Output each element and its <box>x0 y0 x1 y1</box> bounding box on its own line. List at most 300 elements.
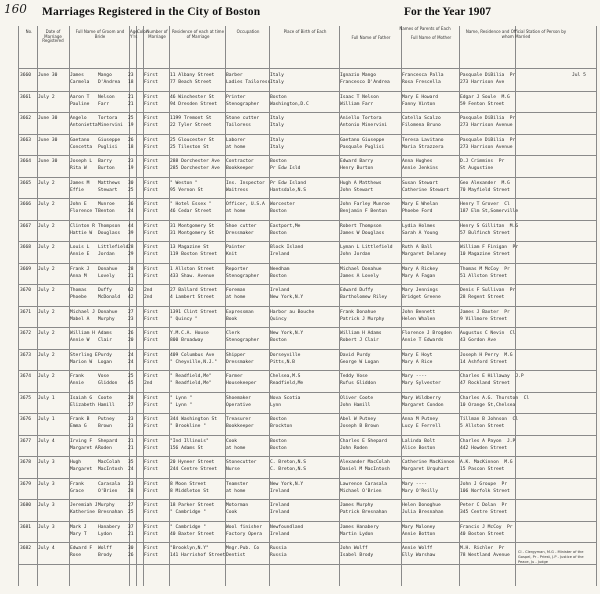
bride-marriage-number: First <box>144 531 158 537</box>
bride-given-name: Annie E <box>70 252 90 257</box>
bride-father: Patrick J Murphy <box>340 316 385 322</box>
groom-given-name: Frank J <box>70 266 90 272</box>
bride-surname: Burton <box>98 166 115 171</box>
groom-given-name: Joseph L <box>70 159 93 164</box>
bride-marriage-number: First <box>144 209 158 214</box>
bride-birthplace: Ireland <box>270 510 290 515</box>
bride-mother: Annie Jenkins <box>402 166 438 171</box>
bride-surname: Douglass <box>98 230 121 236</box>
groom-occupation: Treasurer <box>226 417 251 422</box>
groom-marriage-number: First <box>144 331 158 336</box>
groom-marriage-number: First <box>144 223 158 229</box>
officiant-residence: St Augustine <box>460 166 494 171</box>
groom-occupation: Officer, U.S.A <box>226 202 265 207</box>
groom-birthplace: New York,N.Y <box>270 481 304 487</box>
groom-residence: 25 Gloucester St <box>170 137 215 143</box>
entry-number: 3671 <box>20 309 32 315</box>
officiant-residence: 14 Ashford Street <box>460 359 508 365</box>
officiant-name: Pasquale DiBilia Pr <box>460 137 516 143</box>
groom-occupation: Wool finisher <box>226 524 262 530</box>
groom-surname: Wolff <box>98 546 112 551</box>
bride-birthplace: Russia <box>270 553 287 558</box>
entry-number: 3667 <box>20 223 32 229</box>
bride-surname: Puglisi <box>98 144 118 150</box>
row-rule <box>18 198 596 199</box>
bride-residence: 40 Baxter Street <box>170 531 215 537</box>
bride-occupation: Stenographer <box>226 338 260 343</box>
groom-birthplace: Ireland <box>270 288 290 293</box>
groom-father: Gaetano Giuseppe <box>340 137 385 143</box>
bride-occupation: Bookkeeper <box>226 166 254 171</box>
bride-father: John Hamill <box>340 402 371 408</box>
groom-age: 21 <box>128 438 134 444</box>
bride-residence: 4 Lambert Street <box>170 295 215 300</box>
officiant-residence: 57 Bulfinch Street <box>460 230 510 236</box>
groom-age: 44 <box>128 223 134 229</box>
marriage-date: June 30 <box>38 137 58 143</box>
bride-father: George W Logan <box>340 359 379 365</box>
header-names: Full Name of Groom and Bride <box>75 29 125 39</box>
groom-surname: Donahue <box>98 309 118 315</box>
bride-surname: Benton <box>98 209 115 214</box>
groom-surname: Tortora <box>98 116 118 121</box>
bride-surname: Lydon <box>98 531 112 537</box>
marriage-date: July 3 <box>38 481 55 487</box>
bride-surname: Brody <box>98 553 112 558</box>
officiant-residence: 187 Elm St,Somerville <box>460 209 519 214</box>
row-rule <box>18 91 596 92</box>
groom-father: Frank Donahue <box>340 309 376 315</box>
bride-mother: Mary A Rice <box>402 359 433 365</box>
entry-number: 3670 <box>20 288 32 293</box>
bride-age: 19 <box>128 166 134 171</box>
bride-age: 21 <box>128 531 134 537</box>
row-rule <box>18 435 596 436</box>
bride-age: 28 <box>128 488 134 494</box>
officiant-residence: 345 Centre Street <box>460 510 508 515</box>
bride-residence: " Quincy " <box>170 316 198 322</box>
marriage-date: July 2 <box>38 223 55 229</box>
groom-age: 24 <box>128 352 134 358</box>
groom-age: 28 <box>128 266 134 272</box>
bride-birthplace: Italy <box>270 123 284 128</box>
bride-birthplace: New York,N.Y <box>270 295 304 300</box>
groom-residence: " Cambridge " <box>170 524 206 530</box>
officiant-residence: 10 Orange St,Chelsea <box>460 402 516 408</box>
bride-occupation: Ladies Tailoress <box>226 80 271 85</box>
bride-father: William Farr <box>340 101 374 107</box>
bride-surname: Bresnahan <box>98 510 123 515</box>
groom-residence: 409 Columbus Ave <box>170 352 215 358</box>
row-rule <box>18 263 596 264</box>
groom-father: Ignazio Mango <box>340 73 376 78</box>
bride-birthplace: Italy <box>270 80 284 85</box>
groom-marriage-number: First <box>144 438 158 444</box>
officiant-residence: 70 Mayfield Street <box>460 187 510 193</box>
bride-birthplace: Ireland <box>270 531 290 537</box>
groom-mother: Mary Maloney <box>402 524 436 530</box>
bride-age: 21 <box>128 273 134 279</box>
groom-marriage-number: First <box>144 73 158 78</box>
bride-given-name: Antonietta <box>70 123 98 128</box>
bride-surname: Lovely <box>98 273 115 279</box>
groom-surname: Duffy <box>98 288 112 293</box>
marriage-date: July 1 <box>38 395 55 401</box>
row-rule <box>18 521 596 522</box>
bride-father: Rufus Gliddon <box>340 381 376 386</box>
groom-surname: Donahue <box>98 266 118 272</box>
groom-surname: Adams <box>98 331 112 336</box>
officiant-name: John J Groupe Pr <box>460 481 508 487</box>
groom-marriage-number: First <box>144 460 158 465</box>
groom-birthplace: Needham <box>270 266 290 272</box>
bride-marriage-number: First <box>144 80 158 85</box>
bride-occupation: Knit <box>226 252 238 257</box>
entry-number: 3662 <box>20 116 32 121</box>
groom-marriage-number: First <box>144 202 158 207</box>
groom-birthplace: Pr Edw Island <box>270 180 306 186</box>
groom-given-name: Irving F <box>70 438 93 444</box>
bride-mother: Rosa Frescella <box>402 80 441 85</box>
bride-occupation: Operative <box>226 402 251 408</box>
groom-surname: Nelson <box>98 94 115 100</box>
bride-surname: Minervini <box>98 123 123 128</box>
bride-father: John Roden <box>340 445 368 451</box>
header-date: Date of Marriage Registered <box>42 29 64 44</box>
groom-birthplace: Boston <box>270 94 287 100</box>
groom-occupation: Printer <box>226 94 246 100</box>
groom-residence: "Ind Illinois" <box>170 438 209 444</box>
officiant-residence: 78 Westland Avenue <box>460 553 510 558</box>
groom-age: 23 <box>128 481 134 487</box>
bride-occupation: Dressmaker <box>226 359 254 365</box>
bride-marriage-number: First <box>144 316 158 322</box>
bride-given-name: Mary T <box>70 531 87 537</box>
groom-occupation: Mngr.Pub. Co <box>226 546 260 551</box>
groom-marriage-number: First <box>144 417 158 422</box>
groom-occupation: Painter <box>226 245 246 250</box>
row-rule <box>18 155 596 156</box>
bride-given-name: Anna M <box>70 273 87 279</box>
entry-number: 3666 <box>20 202 32 207</box>
bride-birthplace: C. Breton,N.S <box>270 467 306 472</box>
officiant-name: William F Finigan Pr <box>460 245 519 250</box>
bride-given-name: Annie <box>70 381 84 386</box>
bride-birthplace: Lynn <box>270 402 282 408</box>
groom-residence: 11 Albany Street <box>170 73 215 78</box>
groom-birthplace: Eastport,Me <box>270 223 301 229</box>
bride-birthplace: Hantsdale,N.S <box>270 187 306 193</box>
header-off: Name, Residence and Official Station of Person by whom Married <box>465 29 567 39</box>
bride-marriage-number: 2nd <box>144 295 153 300</box>
groom-residence: Y.M.C.A. House <box>170 331 209 336</box>
bride-birthplace: Italy <box>270 144 284 150</box>
bride-residence: 31 Montgomery St <box>170 230 215 236</box>
groom-residence: 288 Dorchester Ave <box>170 159 220 164</box>
bride-surname: Hamill <box>98 402 115 408</box>
marriage-date: July 2 <box>38 309 55 315</box>
parents-header: Names of Parents of Each <box>399 26 451 31</box>
bride-father: John Jordan <box>340 252 371 257</box>
bride-age: 42 <box>128 295 134 300</box>
groom-marriage-number: First <box>144 180 158 186</box>
marriage-date: July 2 <box>38 245 55 250</box>
bride-surname: Gliddon <box>98 381 118 386</box>
entry-number: 3682 <box>20 546 32 551</box>
bride-father: James W Douglass <box>340 230 385 236</box>
groom-given-name: Sterling E <box>70 352 98 358</box>
bride-surname: Roden <box>98 445 112 451</box>
groom-father: Isaac T Nelson <box>340 94 379 100</box>
bride-given-name: Florence T <box>70 209 98 214</box>
groom-surname: Shepard <box>98 438 118 444</box>
bride-occupation: Waitress <box>226 187 249 193</box>
groom-father: Lyman L Littlefield <box>340 245 393 250</box>
row-rule <box>18 564 596 565</box>
groom-occupation: Contractor <box>226 159 254 164</box>
groom-given-name: Aaron T <box>70 94 90 100</box>
bride-marriage-number: First <box>144 338 158 343</box>
groom-father: John Farley Munroe <box>340 202 390 207</box>
bride-age: 24 <box>128 467 134 472</box>
header-mother: Full Name of Mother <box>410 35 452 40</box>
marriage-date: July 2 <box>38 331 55 336</box>
row-rule <box>18 134 596 135</box>
entry-number: 3674 <box>20 374 32 379</box>
groom-mother: Mary A Rickey <box>402 266 438 272</box>
officiant-residence: 47 Rockland Street <box>460 381 510 386</box>
bride-given-name: Grace <box>70 488 84 494</box>
bride-age: 18 <box>128 144 134 150</box>
entry-number: 3672 <box>20 331 32 336</box>
bride-father: Robert J Clair <box>340 338 379 343</box>
bride-occupation: Stenographer <box>226 273 260 279</box>
officiant-residence: 28 Regent Street <box>460 295 505 300</box>
groom-birthplace: New York,N.Y <box>270 331 304 336</box>
officiant-name: Francis J McCoy Pr <box>460 524 513 530</box>
marriage-date: July 2 <box>38 352 55 358</box>
bride-age: 24 <box>128 359 134 365</box>
bride-mother: Catherine Stewart <box>402 187 450 193</box>
officiant-residence: 442 Howden Street <box>460 445 508 451</box>
bride-mother: Alice Boston <box>402 445 436 451</box>
officiant-residence: 5 Allston Street <box>460 424 505 429</box>
bride-father: Isabel Brody <box>340 553 374 558</box>
marriage-date: July 3 <box>38 524 55 530</box>
bride-father: Patrick Bresnahan <box>340 510 388 515</box>
bride-birthplace: Ireland <box>270 488 290 494</box>
bride-marriage-number: 2nd <box>144 381 153 386</box>
groom-marriage-number: First <box>144 503 158 508</box>
page-title: Marriages Registered in the City of Boston <box>42 6 261 18</box>
entry-number: 3665 <box>20 180 32 186</box>
officiant-name: Thomas M McCoy Pr <box>460 266 510 272</box>
groom-marriage-number: 2nd <box>144 288 153 293</box>
bride-age: 26 <box>128 553 134 558</box>
bride-mother: Helen Whalen <box>402 316 436 322</box>
bride-residence: " Cambridge " <box>170 510 206 515</box>
groom-occupation: Teamster <box>226 481 249 487</box>
groom-given-name: Angelo <box>70 116 87 121</box>
officiant-name: A.K. MacKinnon M.G <box>460 460 513 465</box>
bride-age: 18 <box>128 80 134 85</box>
marriage-date: July 2 <box>38 266 55 272</box>
bride-father: Antonio Minervini <box>340 123 388 128</box>
bride-birthplace: Brockton <box>270 424 293 429</box>
bride-residence: 433 Shaw. Avenue <box>170 273 215 279</box>
bride-birthplace: Readfield,Me <box>270 381 304 386</box>
groom-surname: Mango <box>98 73 112 78</box>
row-rule <box>18 306 596 307</box>
bride-given-name: Pauline <box>70 101 90 107</box>
header-father: Full Name of Father <box>351 35 391 40</box>
groom-mother: Teresa Lavitano <box>402 137 444 143</box>
bride-surname: Murphy <box>98 316 115 322</box>
officiant-name: Augustus C Nevin Cl <box>460 331 516 336</box>
bride-mother: Elly Warshaw <box>402 553 436 558</box>
marriage-date: July 2 <box>38 94 55 100</box>
officiant-name: Tillman B Johnson Cl <box>460 417 519 422</box>
bride-age: 29 <box>128 252 134 257</box>
officiant-name: Pasquale DiBilia Pr <box>460 116 516 121</box>
bride-given-name: Carmela <box>70 80 90 85</box>
bride-occupation: at home <box>226 144 246 150</box>
row-rule <box>18 220 596 221</box>
groom-father: James Murphy <box>340 503 374 508</box>
bride-residence: 800 Broadway <box>170 338 204 343</box>
groom-father: Alexander MacColah <box>340 460 390 465</box>
bride-marriage-number: First <box>144 187 158 193</box>
groom-birthplace: Italy <box>270 116 284 121</box>
groom-residence: " Weston " <box>170 180 198 186</box>
groom-given-name: James M <box>70 180 90 186</box>
bride-marriage-number: First <box>144 144 158 150</box>
bride-residence: " Lynn " <box>170 402 193 408</box>
officiant-residence: 10 Magazine Street <box>460 252 510 257</box>
groom-marriage-number: First <box>144 266 158 272</box>
groom-occupation: Laborer <box>226 137 246 143</box>
marriage-date: July 4 <box>38 546 55 551</box>
bride-mother: Bridget Greene <box>402 295 441 300</box>
bride-residence: " Brookline " <box>170 424 206 429</box>
officiant-residence: 273 Harrison Avenue <box>460 144 513 150</box>
groom-birthplace: Nova Scotia <box>270 395 301 401</box>
groom-father: Oliver Coote <box>340 395 374 401</box>
bride-given-name: Elizabeth <box>70 402 95 408</box>
bride-given-name: Katherine <box>70 510 95 515</box>
header-rule <box>18 68 596 69</box>
groom-age: 23 <box>128 73 134 78</box>
groom-age: 36 <box>128 202 134 207</box>
row-rule <box>18 112 596 113</box>
bride-residence: 156 Adams St <box>170 445 204 451</box>
row-rule <box>18 177 596 178</box>
row-rule <box>18 327 596 328</box>
groom-mother: Mary ---- <box>402 374 427 379</box>
groom-age: 23 <box>128 417 134 422</box>
groom-father: David Purdy <box>340 352 371 358</box>
bride-residence: " Cheyville,N.J." <box>170 359 218 365</box>
bride-residence: 94 Dresden Street <box>170 101 218 107</box>
groom-age: 25 <box>128 116 134 121</box>
groom-mother: Anna Hughes <box>402 159 433 164</box>
groom-given-name: Frank B <box>70 417 90 422</box>
groom-occupation: Stonecutter <box>226 460 257 465</box>
groom-surname: Hanabery <box>98 524 121 530</box>
header-birth: Place of Birth of Each <box>283 29 327 34</box>
bride-residence: 8 Middleton St <box>170 488 209 494</box>
row-rule <box>18 349 596 350</box>
row-rule <box>18 241 596 242</box>
groom-surname: Putney <box>98 417 115 422</box>
groom-age: 26 <box>128 331 134 336</box>
groom-mother: Mary E Howard <box>402 94 438 100</box>
bride-father: John Stewart <box>340 187 374 193</box>
marriage-date: June 30 <box>38 159 58 164</box>
bride-age: 24 <box>128 209 134 214</box>
marriage-date: July 2 <box>38 288 55 293</box>
groom-surname: Matthews <box>98 180 121 186</box>
groom-occupation: Ins. Inspector <box>226 180 265 186</box>
groom-given-name: Louis L <box>70 245 90 250</box>
row-rule <box>18 370 596 371</box>
bride-occupation: Tailoress <box>226 123 251 128</box>
bride-surname: Logan <box>98 359 112 365</box>
bride-given-name: Marion W <box>70 359 93 365</box>
groom-surname: Carasala <box>98 481 121 487</box>
bride-occupation: Stenographer <box>226 101 260 107</box>
bride-residence: 95 Vernon St <box>170 187 204 193</box>
bride-given-name: Margaret A <box>70 445 98 451</box>
groom-age: 30 <box>128 546 134 551</box>
bride-occupation: at home <box>226 209 246 214</box>
bride-mother: Margaret Condon <box>402 402 444 408</box>
groom-given-name: Mark J <box>70 524 87 530</box>
groom-mother: Ruth A Ball <box>402 245 433 250</box>
bride-mother: Margaret Urquhart <box>402 467 450 472</box>
marriage-date: June 30 <box>38 73 58 78</box>
bride-given-name: Concetta <box>70 144 93 150</box>
groom-father: William H Adams <box>340 331 382 336</box>
bride-residence: 141 Harrishof Street <box>170 553 226 558</box>
bride-surname: Jordan <box>98 252 115 257</box>
bride-marriage-number: First <box>144 445 158 451</box>
officiant-name: Pasquale DiBilia Pr <box>460 73 516 78</box>
groom-mother: Anna M Putney <box>402 417 438 422</box>
groom-occupation: Foreman <box>226 288 246 293</box>
officiant-residence: 9 Villmore Street <box>460 316 508 322</box>
marriage-date: July 3 <box>38 503 55 508</box>
groom-age: 23 <box>128 159 134 164</box>
officiant-residence: 15 Pascon Street <box>460 467 505 472</box>
groom-residence: "Brooklyn,N.Y" <box>170 546 209 551</box>
groom-mother: Francesca Palla <box>402 73 444 78</box>
groom-father: Aniello Tortora <box>340 116 382 121</box>
groom-given-name: Frank <box>70 374 84 379</box>
bride-occupation: Housekeeper <box>226 381 257 386</box>
groom-birthplace: Boston <box>270 438 287 444</box>
groom-residence: 1199 Tremont St <box>170 116 212 121</box>
groom-birthplace: Italy <box>270 73 284 78</box>
bride-mother: Annie T Edwards <box>402 338 444 343</box>
row-rule <box>18 284 596 285</box>
groom-surname: Barry <box>98 159 112 164</box>
groom-marriage-number: First <box>144 352 158 358</box>
entry-number: 3678 <box>20 460 32 465</box>
bride-surname: Stewart <box>98 187 118 193</box>
entry-number: 3669 <box>20 266 32 272</box>
officiant-name: M.H. Richler Pr <box>460 546 505 551</box>
